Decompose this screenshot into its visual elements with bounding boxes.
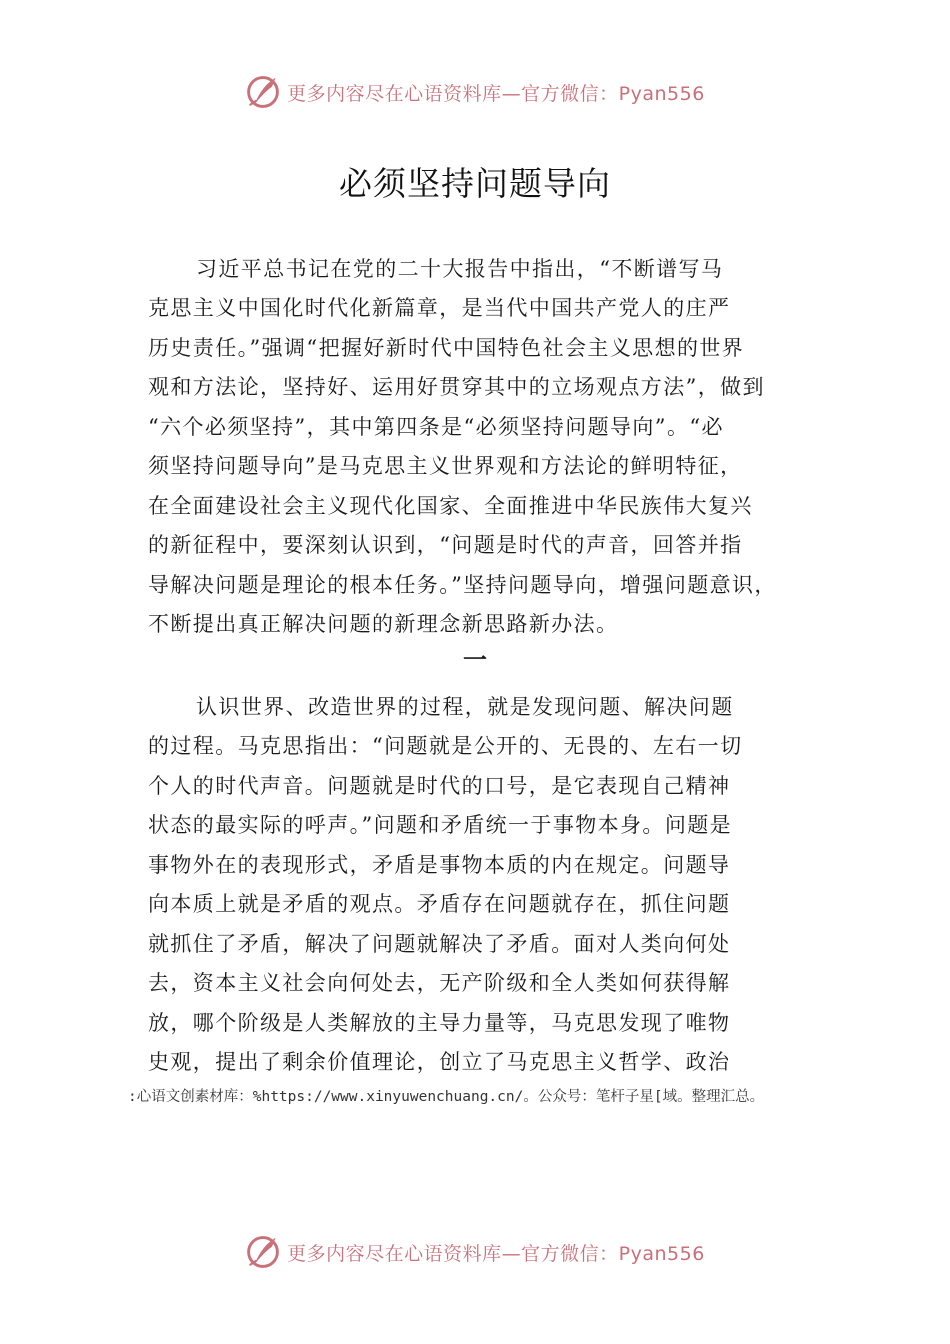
text-line: 不断提出真正解决问题的新理念新思路新办法。	[148, 612, 619, 636]
footer-banner-text: 更多内容尽在心语资料库—官方微信：Pyan556	[287, 1242, 705, 1265]
text-line: 的新征程中，要深刻认识到，“问题是时代的声音，回答并指	[148, 533, 743, 557]
text-line: 在全面建设社会主义现代化国家、全面推进中华民族伟大复兴	[148, 494, 753, 518]
text-line: 就抓住了矛盾，解决了问题就解决了矛盾。面对人类向何处	[148, 932, 731, 956]
document-title: 必须坚持问题导向	[339, 164, 611, 203]
text-line: 克思主义中国化时代化新篇章，是当代中国共产党人的庄严	[148, 296, 731, 320]
text-line: 导解决问题是理论的根本任务。”坚持问题导向，增强问题意识，	[148, 573, 777, 597]
quill-logo-icon	[245, 74, 281, 110]
text-line: 习近平总书记在党的二十大报告中指出，“不断谱写马	[196, 257, 724, 281]
text-line: 历史责任。”强调“把握好新时代中国特色社会主义思想的世界	[148, 336, 745, 360]
text-line: “六个必须坚持”，其中第四条是“必须坚持问题导向”。“必	[148, 415, 724, 439]
source-note: :心语文创素材库：%https://www.xinyuwenchuang.cn/。公众号：笔杆子星[域。整理汇总。	[128, 1089, 765, 1105]
text-line: 须坚持问题导向”是马克思主义世界观和方法论的鲜明特征，	[148, 454, 743, 478]
text-line: 事物外在的表现形式，矛盾是事物本质的内在规定。问题导	[148, 853, 731, 877]
text-line: 个人的时代声音。问题就是时代的口号，是它表现自己精神	[148, 774, 731, 798]
quill-logo-icon	[245, 1234, 281, 1270]
text-line: 放，哪个阶级是人类解放的主导力量等，马克思发现了唯物	[148, 1011, 731, 1035]
text-line: 去，资本主义社会向何处去，无产阶级和全人类如何获得解	[148, 971, 731, 995]
section-number: 一	[463, 645, 487, 674]
text-line: 向本质上就是矛盾的观点。矛盾存在问题就存在，抓住问题	[148, 892, 731, 916]
header-banner	[0, 70, 950, 114]
footer-banner	[0, 1230, 950, 1274]
text-line: 的过程。马克思指出：“问题就是公开的、无畏的、左右一切	[148, 734, 743, 758]
text-line: 认识世界、改造世界的过程，就是发现问题、解决问题	[196, 695, 734, 719]
text-line: 观和方法论，坚持好、运用好贯穿其中的立场观点方法”，做到	[148, 375, 765, 399]
text-line: 状态的最实际的呼声。”问题和矛盾统一于事物本身。问题是	[148, 813, 733, 837]
header-banner-text: 更多内容尽在心语资料库—官方微信：Pyan556	[287, 82, 705, 105]
text-line: 史观，提出了剩余价值理论，创立了马克思主义哲学、政治	[148, 1050, 731, 1074]
